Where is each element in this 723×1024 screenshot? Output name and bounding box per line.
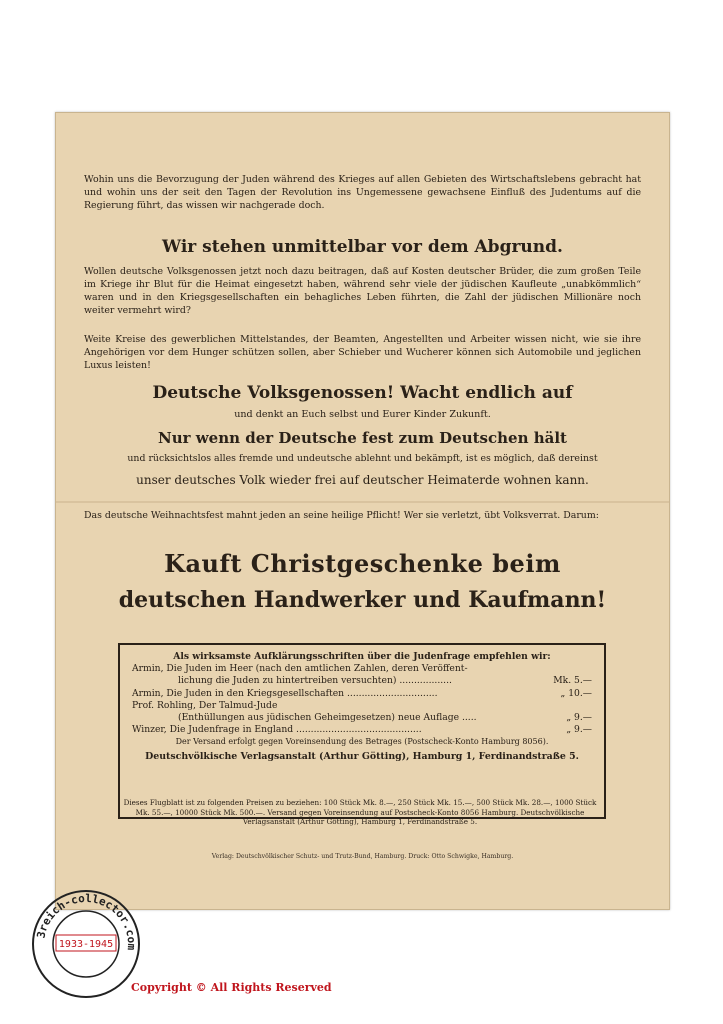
heading-abyss: Wir stehen unmittelbar vor dem Abgrund. [162, 237, 563, 257]
book-armin-heer: Armin, Die Juden im Heer (nach den amtlichen Zahlen, deren Veröffent- [132, 663, 468, 675]
box-intro: Als wirksamste Aufklärungsschriften über die Judenfrage empfehlen wir: [173, 651, 551, 662]
stamp-years: 1933-1945 [58, 939, 114, 950]
intro-paragraph: Wohin uns die Bevorzugung der Juden während des Krieges auf allen Gebieten des Wirtschaftslebens gebracht hat und wohin uns der seit den Tagen der Revolution ins Ungemessene gewachsene Einfluß des Judentums auf die Regierung führt, das wissen wir nachgerade doch. [84, 174, 641, 211]
recommended-books-box [118, 643, 606, 819]
line-dereinst: und rücksichtslos alles fremde und undeutsche ablehnt und bekämpft, ist es möglich, daß dereinst [127, 453, 598, 464]
fold-line [56, 501, 669, 503]
book-rohling-row2: (Enthüllungen aus jüdischen Geheimgesetzen) neue Auflage ..... „ 9.— [178, 712, 592, 724]
price-armin-kriegsgesellschaften: „ 10.— [560, 687, 592, 699]
book-winzer: Winzer, Die Judenfrage in England ........................................... „ 9.— [132, 724, 592, 736]
paragraph-volksgenossen: Wollen deutsche Volksgenossen jetzt noch dazu beitragen, daß auf Kosten deutscher Brüder, die zum großen Teile im Kriege ihr Blut für die Heimat eingesetzt haben, während sehr viele der jüdischen Kaufleute „unabkömmlich“ waren und in den Kriegsgesellschaften ein behagliches Leben führten, die Zahl der jüdischen Millionäre noch weiter vermehrt wird? [84, 266, 641, 316]
price-rohling: „ 9.— [566, 712, 592, 724]
stamp-ring-text: 3reich-collector.com [34, 891, 139, 951]
publisher-line: Deutschvölkische Verlagsanstalt (Arthur Götting), Hamburg 1, Ferdinandstraße 5. [145, 750, 579, 762]
copyright-notice: Copyright © All Rights Reserved [131, 981, 332, 994]
paragraph-mittelstand: Weite Kreise des gewerblichen Mittelstandes, der Beamten, Angestellten und Arbeiter wissen nicht, wie sie ihre Angehörigen vor dem Hunger schützen sollen, aber Schieber und Wucherer können sich Automobile und jeglichen Luxus leisten! [84, 334, 641, 371]
slogan-line-1: Kauft Christgeschenke beim [164, 549, 561, 578]
shipping-note: Der Versand erfolgt gegen Voreinsendung des Betrages (Postscheck-Konto Hamburg 8056). [175, 737, 549, 747]
price-winzer: „ 9.— [566, 724, 592, 736]
watermark-stamp [30, 888, 142, 1000]
price-armin-heer: Mk. 5.— [553, 675, 592, 687]
line-heimaterde: unser deutsches Volk wieder frei auf deutscher Heimaterde wohnen kann. [136, 473, 589, 487]
book-armin-heer-row2: lichung die Juden zu hintertreiben versuchten) .................. Mk. 5.— [178, 675, 592, 687]
heading-fest-zum-deutschen: Nur wenn der Deutsche fest zum Deutschen hält [158, 429, 567, 447]
leaflet-paper [55, 112, 670, 910]
printer-footer: Verlag: Deutschvölkischer Schutz- und Trutz-Bund, Hamburg. Druck: Otto Schwigke, Hamburg. [211, 853, 514, 860]
paragraph-weihnachtsfest: Das deutsche Weihnachtsfest mahnt jeden an seine heilige Pflicht! Wer sie verletzt, übt Volksverrat. Darum: [84, 510, 599, 521]
book-armin-kriegsgesellschaften: Armin, Die Juden in den Kriegsgesellschaften ............................... „ 10.— [132, 687, 592, 699]
heading-wacht-auf: Deutsche Volksgenossen! Wacht endlich auf [152, 383, 573, 403]
price-note: Dieses Flugblatt ist zu folgenden Preisen zu beziehen: 100 Stück Mk. 8.—, 250 Stück Mk. 15.—, 500 Stück Mk. 28.—, 1000 Stück Mk. 55.—, 10000 Stück Mk. 500.—. Versand gegen Voreinsendung auf Postscheck-Konto 8056 Hamburg. Deutschvölkische Verlagsanstalt (Arthur Götting), Hamburg 1, Ferdinandstraße 5. [123, 798, 597, 826]
slogan-line-2: deutschen Handwerker und Kaufmann! [118, 587, 607, 613]
line-zukunft: und denkt an Euch selbst und Eurer Kinder Zukunft. [234, 409, 491, 420]
book-rohling: Prof. Rohling, Der Talmud-Jude [132, 699, 278, 711]
